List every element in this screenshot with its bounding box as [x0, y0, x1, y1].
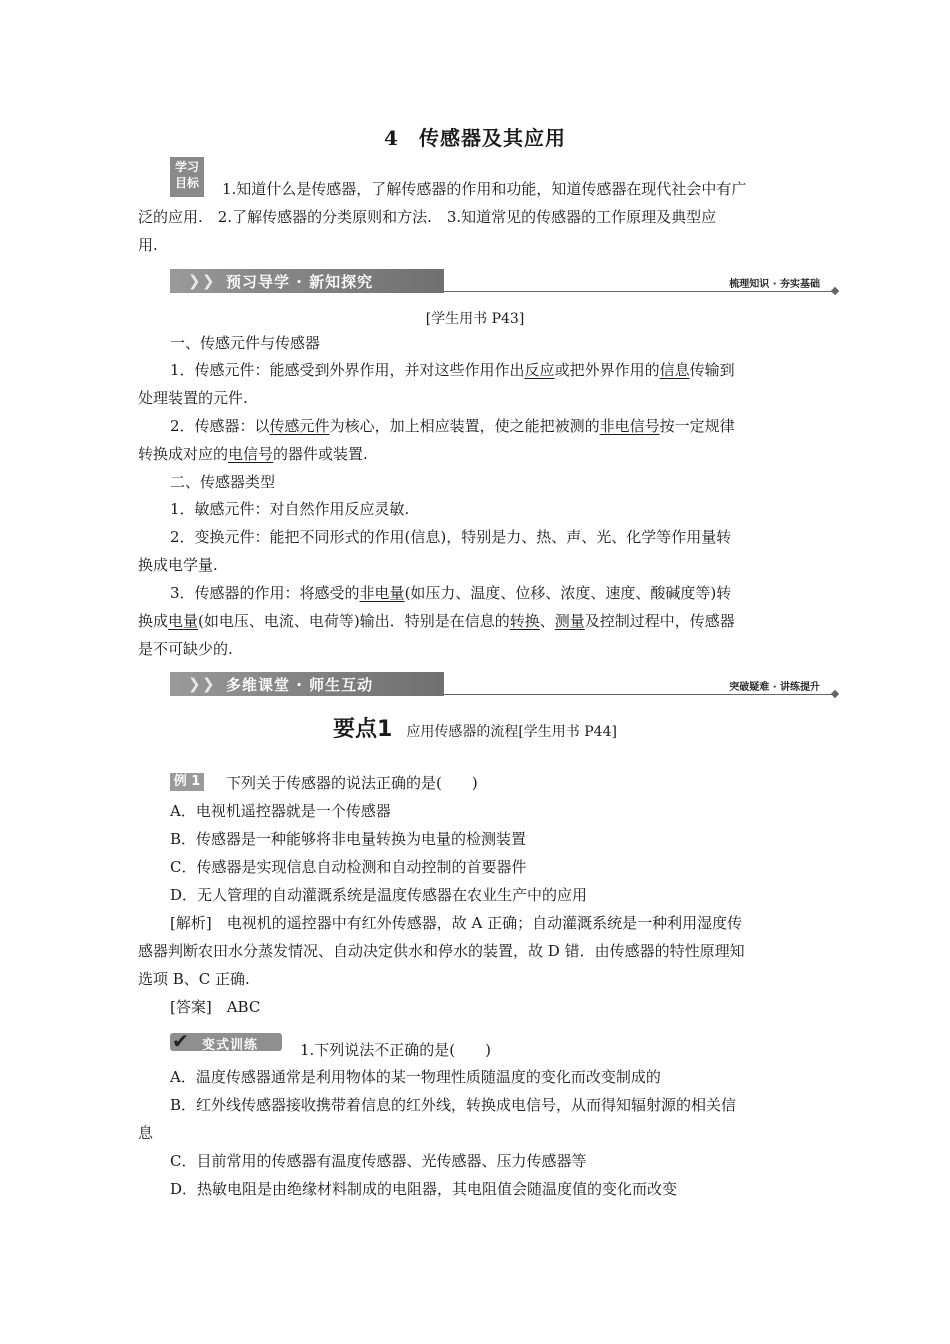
banner-slogan: 突破疑难 · 讲练提升	[729, 682, 820, 693]
underlined-term: 非电信号	[599, 417, 660, 435]
underlined-term: 电量	[168, 612, 199, 630]
page-title	[0, 122, 950, 151]
sec1-paragraph-1-cont: 处理装置的元件.	[138, 389, 248, 407]
section-banner-preview	[170, 269, 840, 295]
example-option-d: D．无人管理的自动灌溉系统是温度传感器在农业生产中的应用	[170, 886, 588, 904]
text: 3．传感器的作用：将感受的	[170, 584, 360, 602]
sec2-paragraph-2-cont: 换成电学量.	[138, 556, 218, 574]
key-point-title: 应用传感器的流程[学生用书 P44]	[406, 724, 617, 740]
example-question: 下列关于传感器的说法正确的是( )	[226, 774, 478, 792]
badge-bottom-text: 目标	[174, 176, 199, 190]
learning-goals-badge	[170, 157, 204, 197]
sec1-paragraph-2	[170, 414, 850, 438]
example-analysis-2: 感器判断农田水分蒸发情况、自动决定供水和停水的装置，故 D 错．由传感器的特性原理知	[138, 942, 745, 960]
underlined-term: 转换	[509, 612, 540, 630]
student-book-ref: [学生用书 P43]	[425, 311, 525, 327]
underlined-term: 电信号	[228, 445, 274, 463]
sec2-paragraph-3-cont	[138, 609, 818, 633]
sec2-paragraph-3	[170, 581, 850, 605]
text: (如压力、温度、位移、浓度、速度、酸碱度等)转	[404, 584, 732, 602]
key-point-heading	[0, 712, 950, 743]
banner-rule	[444, 694, 832, 695]
underlined-term: 反应	[524, 361, 555, 379]
banner-label: 多维课堂 · 师生互动	[226, 676, 374, 694]
goals-line-3: 用.	[138, 236, 158, 254]
text: 换成	[138, 612, 169, 630]
section-banner-classroom	[170, 672, 840, 698]
banner-label: 预习导学 · 新知探究	[226, 273, 374, 291]
variant-training-badge	[170, 1031, 282, 1053]
sec2-paragraph-2: 2．变换元件：能把不同形式的作用(信息)，特别是力、热、声、光、化学等作用量转	[170, 528, 732, 546]
diamond-icon	[831, 690, 839, 698]
text: 2．传感器：以	[170, 417, 270, 435]
checkmark-icon: ✔	[172, 1029, 189, 1053]
title-text: 传感器及其应用	[418, 126, 566, 150]
sec2-paragraph-1: 1．敏感元件：对自然作用反应灵敏.	[170, 500, 410, 518]
example-badge: 例 1	[170, 773, 204, 791]
key-point-number: 要点1	[333, 717, 393, 742]
example-option-c: C．传感器是实现信息自动检测和自动控制的首要器件	[170, 858, 527, 876]
banner-rule	[444, 291, 832, 292]
text: 、	[539, 612, 555, 630]
sec1-paragraph-2-cont	[138, 442, 818, 466]
diamond-icon	[831, 287, 839, 295]
chevron-right-icon: ❯	[202, 272, 215, 290]
text: 及控制过程中，传感器	[584, 612, 735, 630]
training-option-c: C．目前常用的传感器有温度传感器、光传感器、压力传感器等	[170, 1152, 587, 1170]
underlined-term: 非电量	[359, 584, 405, 602]
text: 1．传感元件：能感受到外界作用，并对这些作用作出	[170, 361, 525, 379]
sec2-paragraph-3-end: 是不可缺少的.	[138, 640, 233, 658]
badge-top-text: 学习	[174, 160, 199, 174]
training-question: 1.下列说法不正确的是( )	[300, 1041, 492, 1059]
text: 转换成对应的	[138, 445, 229, 463]
underlined-term: 传感元件	[269, 417, 330, 435]
title-number: 4	[384, 126, 399, 150]
section-heading-2: 二、传感器类型	[170, 473, 276, 491]
section-heading-1: 一、传感元件与传感器	[170, 334, 321, 352]
training-option-b: B．红外线传感器接收携带着信息的红外线，转换成电信号，从而得知辐射源的相关信	[170, 1096, 737, 1114]
text: 按一定规律	[659, 417, 735, 435]
goals-line-2: 泛的应用. 2.了解传感器的分类原则和方法. 3.知道常见的传感器的工作原理及典型应	[138, 208, 717, 226]
goals-line-1: 1.知道什么是传感器，了解传感器的作用和功能，知道传感器在现代社会中有广	[222, 180, 747, 198]
badge-label: 变式训练	[202, 1038, 259, 1053]
text: 传输到	[689, 361, 735, 379]
text: 的器件或装置.	[273, 445, 368, 463]
chevron-right-icon: ❯	[202, 675, 215, 693]
training-option-a: A．温度传感器通常是利用物体的某一物理性质随温度的变化而改变制成的	[170, 1068, 661, 1086]
text: (如电压、电流、电荷等)输出．特别是在信息的	[198, 612, 510, 630]
text: 为核心，加上相应装置，使之能把被测的	[329, 417, 600, 435]
example-analysis-1: [解析] 电视机的遥控器中有红外传感器，故 A 正确；自动灌溉系统是一种利用湿度传	[170, 914, 743, 932]
banner-slogan: 梳理知识 · 夯实基础	[729, 279, 820, 290]
training-option-b-cont: 息	[138, 1124, 154, 1142]
chevron-right-icon: ❯	[188, 272, 201, 290]
training-option-d: D．热敏电阻是由绝缘材料制成的电阻器，其电阻值会随温度值的变化而改变	[170, 1180, 678, 1198]
text: 或把外界作用的	[554, 361, 660, 379]
example-answer: [答案] ABC	[170, 998, 261, 1016]
sec1-paragraph-1	[170, 358, 850, 382]
example-analysis-3: 选项 B、C 正确.	[138, 970, 250, 988]
example-option-a: A．电视机遥控器就是一个传感器	[170, 802, 391, 820]
underlined-term: 测量	[554, 612, 585, 630]
underlined-term: 信息	[659, 361, 690, 379]
chevron-right-icon: ❯	[188, 675, 201, 693]
example-option-b: B．传感器是一种能够将非电量转换为电量的检测装置	[170, 830, 527, 848]
